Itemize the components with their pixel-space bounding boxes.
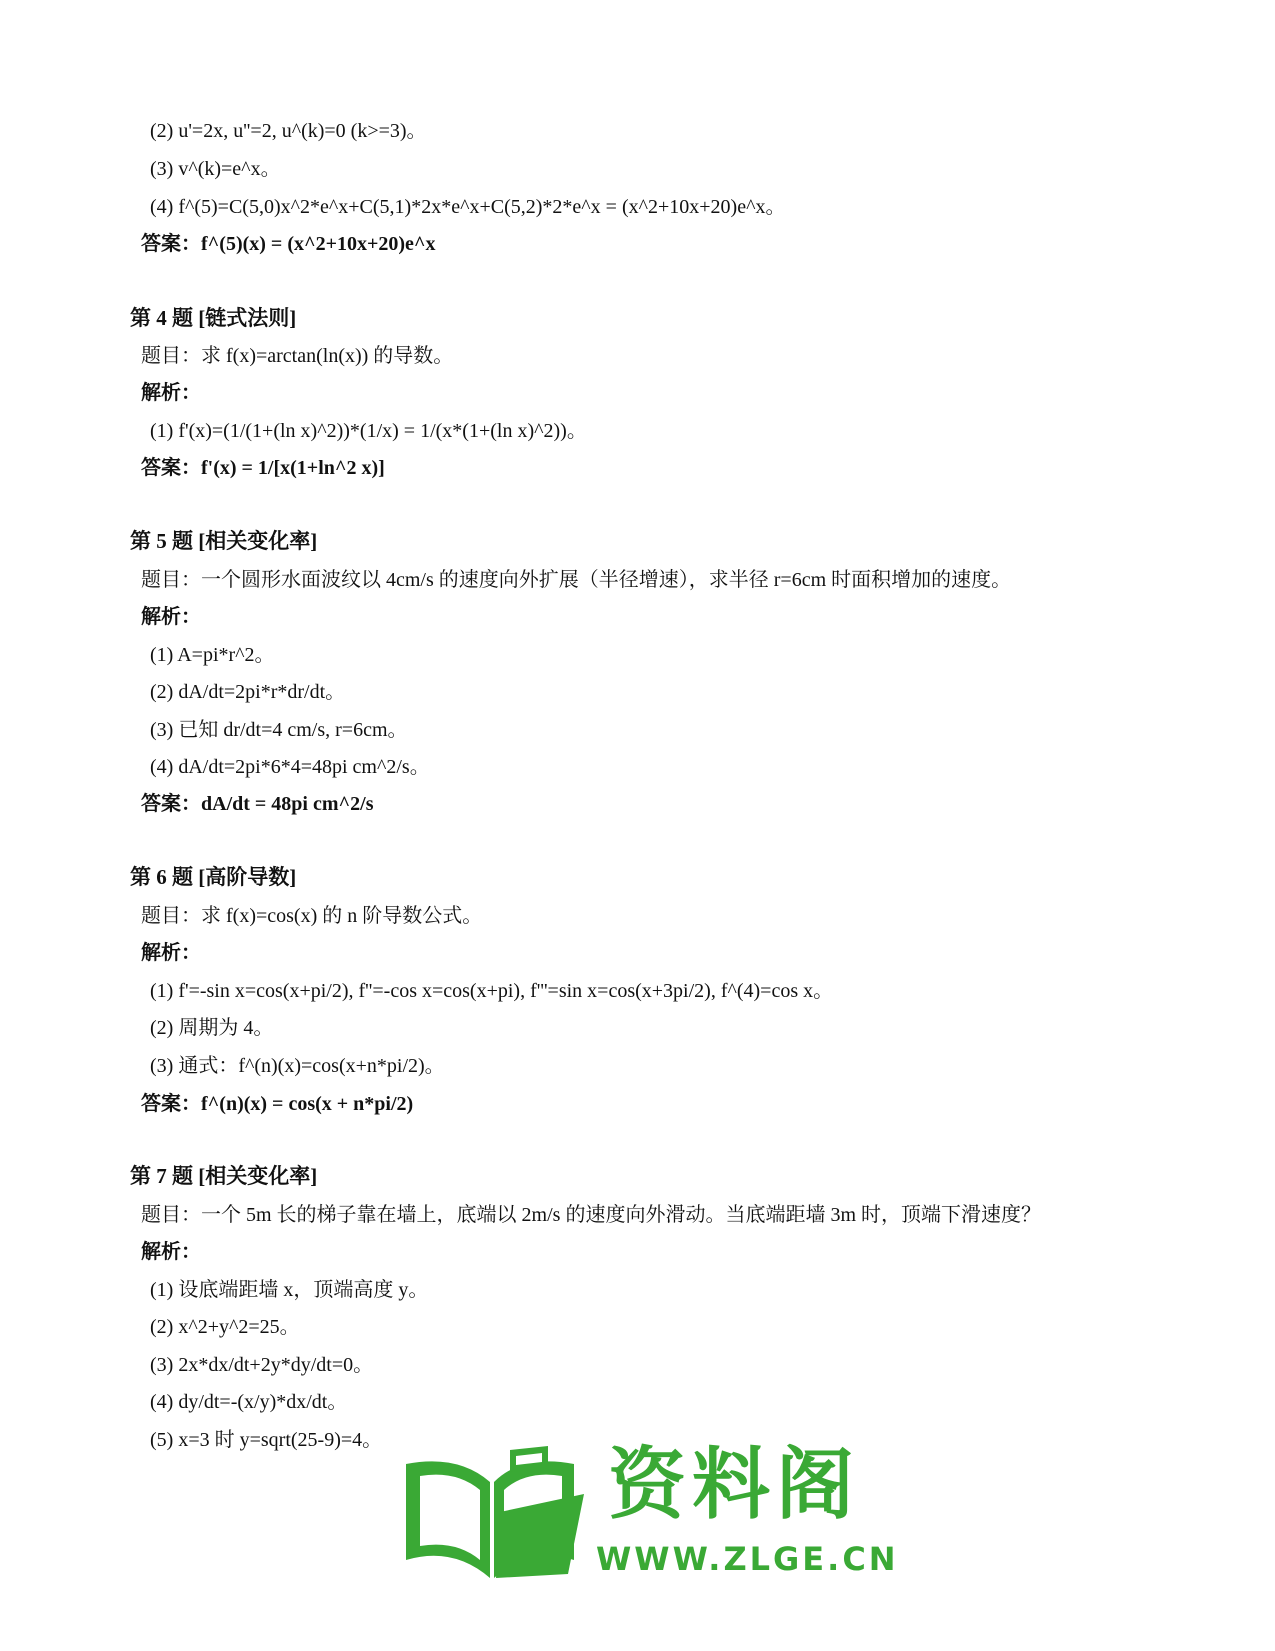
q3-answer <box>141 231 436 257</box>
answer-text: f'(x) = 1/[x(1+ln^2 x)] <box>201 457 385 479</box>
q5-analysis-label: 解析： <box>141 606 201 628</box>
q5-step-2: (2) dA/dt=2pi*r*dr/dt。 <box>150 681 346 703</box>
watermark-logo <box>398 1440 899 1590</box>
q4-heading: 第 4 题 [链式法则] <box>130 306 297 330</box>
q7-step-4: (4) dy/dt=-(x/y)*dx/dt。 <box>150 1391 348 1413</box>
q5-answer <box>141 791 373 817</box>
answer-label: 答案： <box>141 793 201 815</box>
watermark-name: 资料阁 <box>608 1440 861 1530</box>
q7-step-3: (3) 2x*dx/dt+2y*dy/dt=0。 <box>150 1354 374 1376</box>
q6-step-2: (2) 周期为 4。 <box>150 1017 274 1039</box>
q6-step-3: (3) 通式：f^(n)(x)=cos(x+n*pi/2)。 <box>150 1055 445 1077</box>
q5-step-4: (4) dA/dt=2pi*6*4=48pi cm^2/s。 <box>150 756 430 778</box>
q6-analysis-label: 解析： <box>141 942 201 964</box>
answer-label: 答案： <box>141 457 201 479</box>
answer-text: f^(5)(x) = (x^2+10x+20)e^x <box>201 233 436 255</box>
answer-text: dA/dt = 48pi cm^2/s <box>201 793 374 815</box>
q7-analysis-label: 解析： <box>141 1241 201 1263</box>
q7-step-1: (1) 设底端距墙 x，顶端高度 y。 <box>150 1279 429 1301</box>
q7-step-2: (2) x^2+y^2=25。 <box>150 1316 300 1338</box>
q6-question: 题目：求 f(x)=cos(x) 的 n 阶导数公式。 <box>141 905 483 927</box>
q7-question: 题目：一个 5m 长的梯子靠在墙上，底端以 2m/s 的速度向外滑动。当底端距墙 3m 时，顶端下滑速度？ <box>141 1204 1042 1226</box>
q3-step-3: (3) v^(k)=e^x。 <box>150 158 281 180</box>
q4-answer <box>141 455 385 481</box>
q4-analysis-label: 解析： <box>141 382 201 404</box>
answer-label: 答案： <box>141 1093 201 1115</box>
q5-step-1: (1) A=pi*r^2。 <box>150 644 275 666</box>
watermark-url: WWW.ZLGE.CN <box>596 1540 899 1578</box>
q4-question: 题目：求 f(x)=arctan(ln(x)) 的导数。 <box>141 345 454 367</box>
q7-heading: 第 7 题 [相关变化率] <box>130 1164 318 1188</box>
q5-question: 题目：一个圆形水面波纹以 4cm/s 的速度向外扩展（半径增速），求半径 r=6cm 时面积增加的速度。 <box>141 569 1012 591</box>
q4-step-1: (1) f'(x)=(1/(1+(ln x)^2))*(1/x) = 1/(x*(1+(ln x)^2))。 <box>150 420 587 442</box>
answer-text: f^(n)(x) = cos(x + n*pi/2) <box>201 1093 414 1115</box>
open-book-icon <box>398 1442 588 1582</box>
q6-heading: 第 6 题 [高阶导数] <box>130 865 297 889</box>
q5-heading: 第 5 题 [相关变化率] <box>130 529 318 553</box>
q3-step-4: (4) f^(5)=C(5,0)x^2*e^x+C(5,1)*2x*e^x+C(5,2)*2*e^x = (x^2+10x+20)e^x。 <box>150 196 786 218</box>
q3-step-2: (2) u'=2x, u''=2, u^(k)=0 (k>=3)。 <box>150 120 427 142</box>
q6-answer <box>141 1091 413 1117</box>
q7-step-5: (5) x=3 时 y=sqrt(25-9)=4。 <box>150 1429 383 1451</box>
answer-label: 答案： <box>141 233 201 255</box>
q5-step-3: (3) 已知 dr/dt=4 cm/s, r=6cm。 <box>150 719 408 741</box>
q6-step-1: (1) f'=-sin x=cos(x+pi/2), f''=-cos x=cos(x+pi), f'''=sin x=cos(x+3pi/2), f^(4)=cos x。 <box>150 980 834 1002</box>
